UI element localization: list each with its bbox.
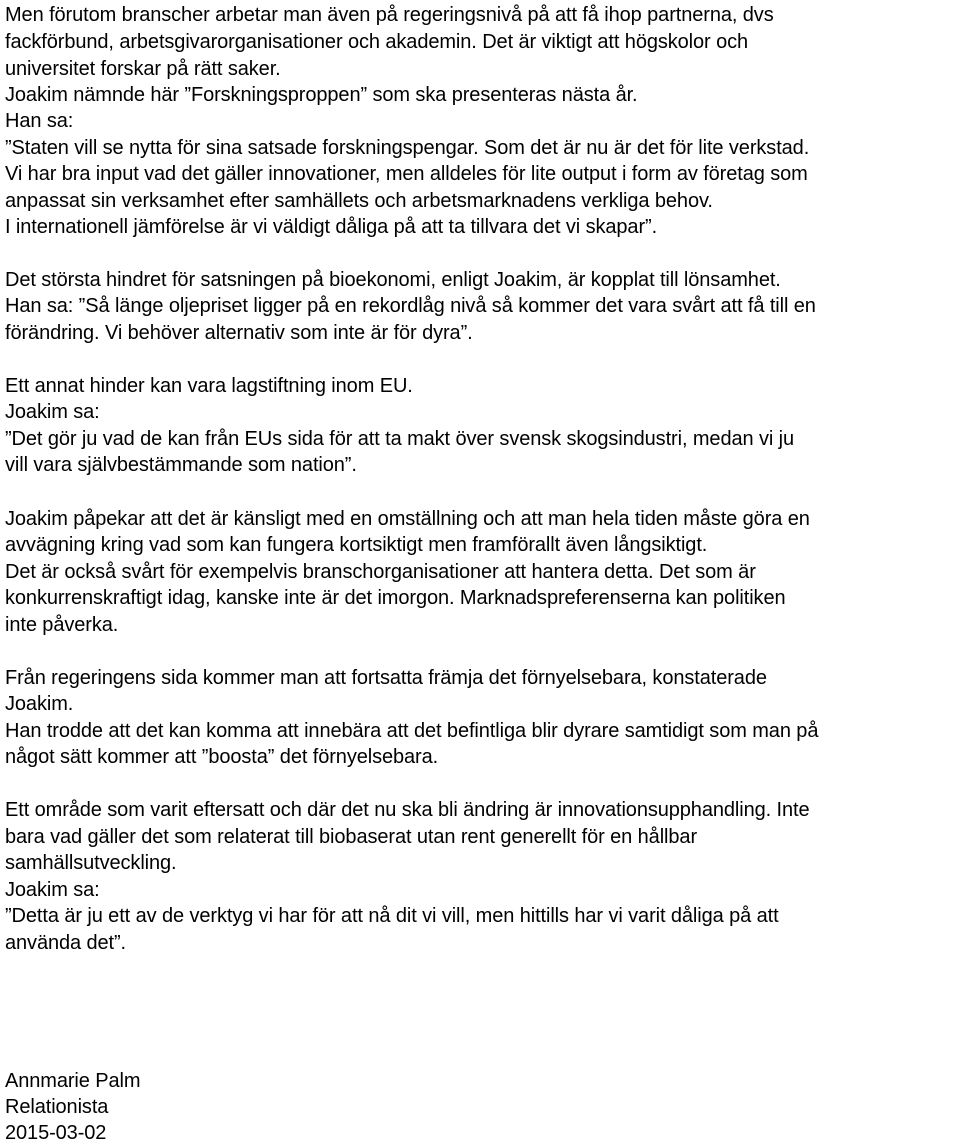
text-line: Vi har bra input vad det gäller innovationer, men alldeles för lite output i form av företag som <box>5 163 808 185</box>
signature-title: Relationista <box>5 1096 109 1118</box>
text-line: Joakim. <box>5 693 74 715</box>
signature-date: 2015-03-02 <box>5 1122 107 1144</box>
text-line: Ett annat hinder kan vara lagstiftning inom EU. <box>5 375 413 397</box>
text-line: inte påverka. <box>5 614 119 636</box>
text-line: I internationell jämförelse är vi väldigt dåliga på att ta tillvara det vi skapar”. <box>5 216 658 238</box>
text-line: ”Det gör ju vad de kan från EUs sida för att ta makt över svensk skogsindustri, medan vi ju <box>5 428 795 450</box>
text-line: avvägning kring vad som kan fungera kortsiktigt men framförallt även långsiktigt. <box>5 534 708 556</box>
text-line: Joakim sa: <box>5 401 100 423</box>
text-line: Från regeringens sida kommer man att fortsatta främja det förnyelsebara, konstaterade <box>5 667 767 689</box>
text-line: något sätt kommer att ”boosta” det förnyelsebara. <box>5 746 439 768</box>
text-line: Joakim sa: <box>5 879 100 901</box>
text-line: Det är också svårt för exempelvis branschorganisationer att hantera detta. Det som är <box>5 561 756 583</box>
text-line: Han sa: <box>5 110 74 132</box>
text-line: fackförbund, arbetsgivarorganisationer och akademin. Det är viktigt att högskolor och <box>5 31 749 53</box>
text-line: ”Staten vill se nytta för sina satsade forskningspengar. Som det är nu är det för lite verkstad. <box>5 137 810 159</box>
text-line: samhällsutveckling. <box>5 852 177 874</box>
text-line: bara vad gäller det som relaterat till biobaserat utan rent generellt för en hållbar <box>5 826 698 848</box>
text-line: Han sa: ”Så länge oljepriset ligger på en rekordlåg nivå så kommer det vara svårt att få till en <box>5 295 816 317</box>
text-line: Han trodde att det kan komma att innebära att det befintliga blir dyrare samtidigt som man på <box>5 720 819 742</box>
text-line: förändring. Vi behöver alternativ som inte är för dyra”. <box>5 322 473 344</box>
text-line: universitet forskar på rätt saker. <box>5 58 281 80</box>
text-line: anpassat sin verksamhet efter samhällets och arbetsmarknadens verkliga behov. <box>5 190 713 212</box>
signature-name: Annmarie Palm <box>5 1070 141 1092</box>
text-line: ”Detta är ju ett av de verktyg vi har för att nå dit vi vill, men hittills har vi varit dåliga på att <box>5 905 779 927</box>
text-line: Joakim nämnde här ”Forskningsproppen” som ska presenteras nästa år. <box>5 84 638 106</box>
text-line: Men förutom branscher arbetar man även på regeringsnivå på att få ihop partnerna, dvs <box>5 4 774 26</box>
text-line: vill vara självbestämmande som nation”. <box>5 454 357 476</box>
text-line: Joakim påpekar att det är känsligt med en omställning och att man hela tiden måste göra en <box>5 508 810 530</box>
text-line: Ett område som varit eftersatt och där det nu ska bli ändring är innovationsupphandling. Inte <box>5 799 810 821</box>
text-line: använda det”. <box>5 932 127 954</box>
text-line: Det största hindret för satsningen på bioekonomi, enligt Joakim, är kopplat till lönsamhet. <box>5 269 781 291</box>
text-line: konkurrenskraftigt idag, kanske inte är det imorgon. Marknadspreferenserna kan politiken <box>5 587 786 609</box>
